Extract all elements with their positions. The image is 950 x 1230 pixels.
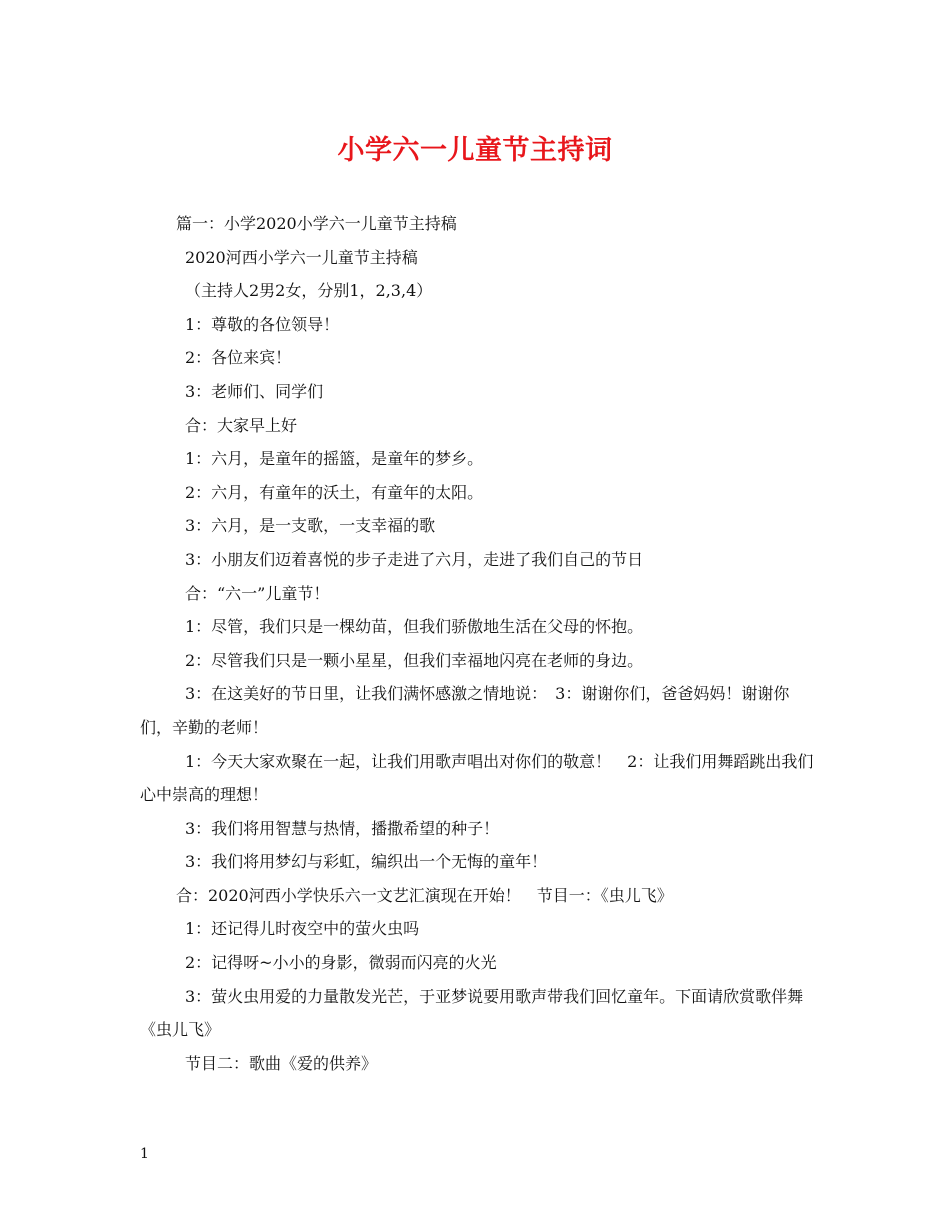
paragraph: 2：六月，有童年的沃土，有童年的太阳。 (185, 482, 484, 502)
paragraph: 3：老师们、同学们 (185, 381, 324, 401)
document-title: 小学六一儿童节主持词 (337, 135, 613, 166)
paragraph: 3：我们将用梦幻与彩虹，编织出一个无悔的童年！ (185, 852, 548, 872)
paragraph: 2：记得呀~小小的身影，微弱而闪亮的火光 (185, 953, 497, 973)
paragraph: 3：小朋友们迈着喜悦的步子走进了六月，走进了我们自己的节日 (185, 549, 644, 569)
paragraph: 3：我们将用智慧与热情，播撒希望的种子！ (185, 818, 500, 838)
paragraph: 节目二：歌曲《爱的供养》 (185, 1053, 378, 1073)
paragraph: 3：六月，是一支歌，一支幸福的歌 (185, 516, 436, 536)
paragraph: 2：各位来宾！ (185, 348, 292, 368)
paragraph: 3：在这美好的节日里，让我们满怀感激之情地说： 3：谢谢你们，爸爸妈妈！谢谢你们，辛勤的老师！ (140, 684, 790, 737)
paragraph: 1：尽管，我们只是一棵幼苗，但我们骄傲地生活在父母的怀抱。 (185, 617, 644, 637)
paragraph: 合：“六一”儿童节！ (185, 583, 330, 603)
paragraph: 合：大家早上好 (185, 415, 298, 435)
paragraph: 篇一：小学2020小学六一儿童节主持稿 (176, 214, 457, 233)
paragraph: 2：尽管我们只是一颗小星星，但我们幸福地闪亮在老师的身边。 (185, 650, 644, 670)
paragraph: 2020河西小学六一儿童节主持稿 (185, 247, 418, 267)
paragraph: （主持人2男2女，分别1，2,3,4） (185, 281, 433, 301)
paragraph: 1：今天大家欢聚在一起，让我们用歌声唱出对你们的敬意！ 2：让我们用舞蹈跳出我们心中崇高的理想！ (140, 751, 814, 805)
page-number: 1 (140, 1146, 149, 1162)
paragraph: 1：还记得儿时夜空中的萤火虫吗 (185, 919, 420, 939)
paragraph: 1：六月，是童年的摇篮，是童年的梦乡。 (185, 449, 484, 469)
paragraph: 1：尊敬的各位领导！ (185, 314, 340, 334)
paragraph: 3：萤火虫用爱的力量散发光芒，于亚梦说要用歌声带我们回忆童年。下面请欣赏歌伴舞《虫儿飞》 (140, 986, 804, 1040)
document-body (140, 207, 820, 1080)
paragraph: 合：2020河西小学快乐六一文艺汇演现在开始！ 节目一：《虫儿飞》 (176, 885, 673, 905)
